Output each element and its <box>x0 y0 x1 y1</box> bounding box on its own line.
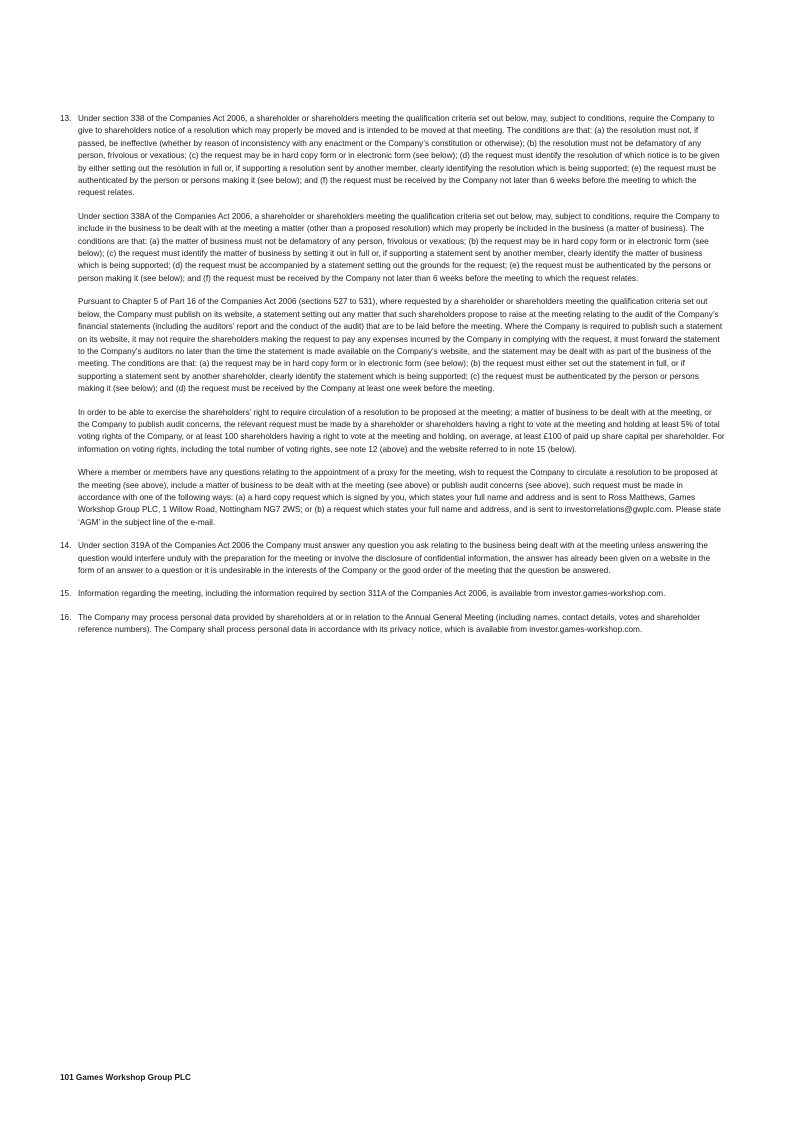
note-number: 16. <box>60 612 72 622</box>
note-number: 13. <box>60 114 72 123</box>
note-16 <box>60 612 725 637</box>
note-paragraph: Under section 319A of the Companies Act 2006 the Company must answer any question you ask relating to the business being dealt with at the meeting unless answering the question would interfere unduly with the preparation for the meeting or involve the disclosure of confidential information, the answer has already been given on a website in the form of an answer to a question or it is undesirable in the interests of the Company or the good order of the meeting that the question be answered. <box>78 541 711 575</box>
page-footer: 101 Games Workshop Group PLC <box>60 1073 191 1082</box>
note-paragraph: Under section 338A of the Companies Act 2006, a shareholder or shareholders meeting the qualification criteria set out below, may, subject to conditions, require the Company to include in the business to be dealt with at the meeting a matter (other than a proposed resolution) which may properly be included in the business (a matter of business). The conditions are that: (a) the matter of business must not be defamatory of any person, frivolous or vexatious; (b) the request may be in hard copy form or in electronic form (see below); (c) the request must identify the matter of business by setting it out in full or, if supporting a statement sent by another member, clearly identify the matter of business which is being supported; (d) the request must be accompanied by a statement setting out the grounds for the request; (e) the request must be authenticated by the persons or person making it (see below); and (f) the request must be received by the Company not later than 6 weeks before the meeting to which the request relates. <box>78 211 720 283</box>
note-13 <box>60 113 725 529</box>
note-number: 14. <box>60 541 72 551</box>
note-15 <box>60 588 725 600</box>
note-paragraph: Under section 338 of the Companies Act 2006, a shareholder or shareholders meeting the qualification criteria set out below, may, subject to conditions, require the Company to give to shareholders notice of a resolution which may properly be moved and is intended to be moved at that meeting. The conditions are that: (a) the resolution must not, if passed, be ineffective (whether by reason of inconsistency with any enactment or the Company’s constitution or otherwise); (b) the resolution must not be defamatory of any person, frivolous or vexatious; (c) the request may be in hard copy form or in electronic form (see below); (d) the request must identify the resolution of which notice is to be given by either setting out the resolution in full or, if supporting a resolution sent by another member, clearly identifying the resolution which is being supported; (e) the request must be authenticated by the person or persons making it (see below); and (f) the request must be received by the Company not later than 6 weeks before the meeting to which the request relates. <box>78 114 720 198</box>
note-paragraph: Pursuant to Chapter 5 of Part 16 of the Companies Act 2006 (sections 527 to 531), where requested by a shareholder or shareholders meeting the qualification criteria set out below, the Company must publish on its website, a statement setting out any matter that such shareholders propose to raise at the meeting relating to the audit of the Company’s financial statements (including the auditors’ report and the conduct of the audit) that are to be laid before the meeting. Where the Company is required to publish such a statement on its website, it may not require the shareholders making the request to pay any expenses incurred by the Company in complying with the request, it must forward the statement to the Company’s auditors no later than the time the statement is made available on the Company’s website, and the statement may be dealt with as part of the business of the meeting. The conditions are that: (a) the request may be in hard copy form or in electronic form (see below); (b) the request must either set out the statement in full, or if supporting a statement sent by another shareholder, clearly identify the statement which is being supported; (c) the request must be authenticated by the person or persons making it (see below); and (d) the request must be received by the Company at least one week before the meeting. <box>78 297 723 394</box>
note-14 <box>60 540 725 577</box>
note-paragraph: Information regarding the meeting, including the information required by section 311A of the Companies Act 2006, is available from investor.games-workshop.com. <box>78 589 666 599</box>
note-paragraph: The Company may process personal data provided by shareholders at or in relation to the Annual General Meeting (including names, contact details, votes and shareholder reference numbers). The Company shall process personal data in accordance with its privacy notice, which is available from investor.games-workshop.com. <box>78 612 701 635</box>
notes-list <box>60 113 725 648</box>
note-number: 15. <box>60 589 72 599</box>
note-paragraph: In order to be able to exercise the shareholders’ right to require circulation of a resolution to be proposed at the meeting; a matter of business to be dealt with at the meeting, or the Company to publish audit concerns, the relevant request must be made by a shareholder or shareholders having a right to vote at the meeting and holding at least 5% of total voting rights of the Company, or at least 100 shareholders having a right to vote at the meeting and holding, on average, at least £100 of paid up share capital per shareholder. For information on voting rights, including the total number of voting rights, see note 12 (above) and the website referred to in note 15 (below). <box>78 407 725 454</box>
note-paragraph: Where a member or members have any questions relating to the appointment of a proxy for the meeting, wish to request the Company to circulate a resolution to be proposed at the meeting (see above), include a matter of business to be dealt with at the meeting (see above) or publish audit concerns (see above), such request must be made in accordance with one of the following ways: (a) a hard copy request which is signed by you, which states your full name and address and is sent to Ross Matthews, Games Workshop Group PLC, 1 Willow Road, Nottingham NG7 2WS; or (b) a request which states your full name and address, and is sent to investorrelations@gwplc.com. Please state ‘AGM’ in the subject line of the e-mail. <box>78 468 721 527</box>
